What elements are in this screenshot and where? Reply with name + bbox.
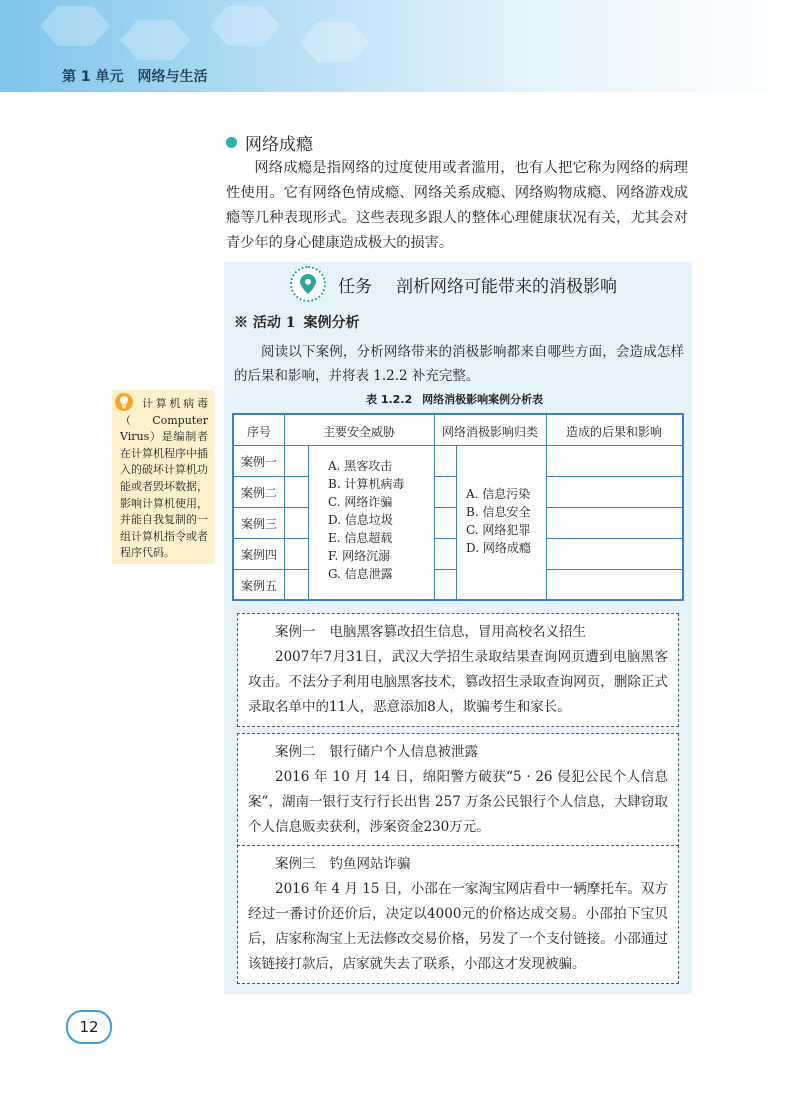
threat-option: B. 计算机病毒	[328, 477, 405, 491]
unit-title	[62, 66, 208, 86]
sidebar-note	[112, 390, 214, 564]
activity-name: 案例分析	[303, 315, 360, 331]
task-label: 任务	[338, 276, 372, 297]
table-row-label: 案例三	[240, 517, 277, 531]
case-body: 2016 年 10 月 14 日，绵阳警方破获“5 · 26 侵犯公民个人信息案”，湖南一银行支行行长出售 257 万条公民银行个人信息，大肆窃取个人信息贩卖获利，涉案资金230万元。	[248, 769, 668, 835]
category-option: A. 信息污染	[466, 487, 531, 501]
decor-hexagon	[120, 20, 190, 60]
activity-instructions	[234, 340, 684, 388]
table-header-index: 序号	[246, 425, 271, 439]
table-caption-title: 网络消极影响案例分析表	[422, 393, 544, 406]
case-label: 案例三	[275, 856, 316, 872]
table-header-category: 网络消极影响归类	[441, 425, 538, 439]
table-row-label: 案例四	[240, 548, 277, 562]
task-title	[290, 266, 617, 302]
threat-option: D. 信息垃圾	[328, 513, 393, 527]
case-body: 2007年7月31日，武汉大学招生录取结果查询网页遭到电脑黑客攻击。不法分子利用电脑黑客技术，篡改招生录取查询网页，删除正式录取名单中的11人，恶意添加8人，欺骗考生和家长。	[248, 649, 668, 715]
activity-instructions-text: 阅读以下案例，分析网络带来的消极影响都来自哪些方面，会造成怎样的后果和影响，并将表 1.2.2 补充完整。	[234, 344, 684, 384]
section-heading	[226, 130, 313, 155]
bullet-dot-icon	[226, 137, 237, 148]
decor-hexagon	[40, 6, 110, 46]
table-row-label: 案例五	[240, 579, 277, 593]
table-header-threat: 主要安全威胁	[322, 425, 395, 439]
category-option: D. 网络成瘾	[466, 541, 531, 555]
case-label: 案例二	[275, 744, 316, 760]
section-title: 网络成瘾	[245, 135, 313, 155]
unit-name: 网络与生活	[137, 69, 208, 85]
page-number: 12	[66, 1010, 112, 1044]
case-card	[237, 733, 679, 847]
case-title: 电脑黑客篡改招生信息，冒用高校名义招生	[329, 624, 586, 640]
threat-option: C. 网络诈骗	[328, 495, 393, 509]
decor-hexagon	[300, 22, 370, 62]
threat-option: G. 信息泄露	[328, 567, 393, 581]
section-body: 网络成瘾是指网络的过度使用或者滥用，也有人把它称为网络的病理性使用。它有网络色情成瘾、网络关系成瘾、网络购物成瘾、网络游戏成瘾等几种表现形式。这些表现多跟人的整体心理健康状况有关，尤其会对青少年的身心健康造成极大的损害。	[226, 160, 688, 251]
section-paragraph	[226, 156, 688, 256]
case-card	[237, 845, 679, 984]
lightbulb-icon	[114, 392, 134, 412]
table-caption-number: 表 1.2.2	[366, 393, 413, 406]
threat-option: A. 黑客攻击	[328, 459, 393, 473]
case-card	[237, 613, 679, 727]
category-option: B. 信息安全	[466, 505, 531, 519]
table-caption	[366, 391, 543, 407]
table-header-impact: 造成的后果和影响	[565, 425, 662, 439]
task-name: 剖析网络可能带来的消极影响	[396, 276, 617, 297]
table-row-label: 案例二	[240, 486, 277, 500]
category-list	[466, 485, 531, 557]
table-row-label: 案例一	[240, 455, 277, 469]
location-pin-icon	[290, 266, 326, 302]
case-body: 2016 年 4 月 15 日，小邵在一家淘宝网店看中一辆摩托车。双方经过一番讨价还价后，决定以4000元的价格达成交易。小邵拍下宝贝后，店家称淘宝上无法修改交易价格，另发了一个支付链接。小邵通过该链接打款后，店家就失去了联系，小邵这才发现被骗。	[248, 881, 668, 972]
activity-heading	[234, 312, 360, 332]
analysis-table	[232, 413, 684, 601]
category-option: C. 网络犯罪	[466, 523, 531, 537]
activity-mark: ※ 活动 1	[234, 315, 296, 331]
case-title: 银行储户个人信息被泄露	[329, 744, 478, 760]
sidebar-text: 计算机病毒（Computer Virus）是编制者在计算机程序中插入的破坏计算机功能或者毁坏数据，影响计算机使用，并能自我复制的一组计算机指令或者程序代码。	[120, 397, 208, 560]
case-title: 钓鱼网站诈骗	[329, 856, 411, 872]
threat-list	[328, 457, 404, 583]
threat-option: E. 信息超载	[328, 531, 393, 545]
unit-label: 第 1 单元	[62, 69, 124, 85]
decor-hexagon	[210, 6, 280, 46]
case-label: 案例一	[275, 624, 316, 640]
threat-option: F. 网络沉溺	[328, 549, 391, 563]
